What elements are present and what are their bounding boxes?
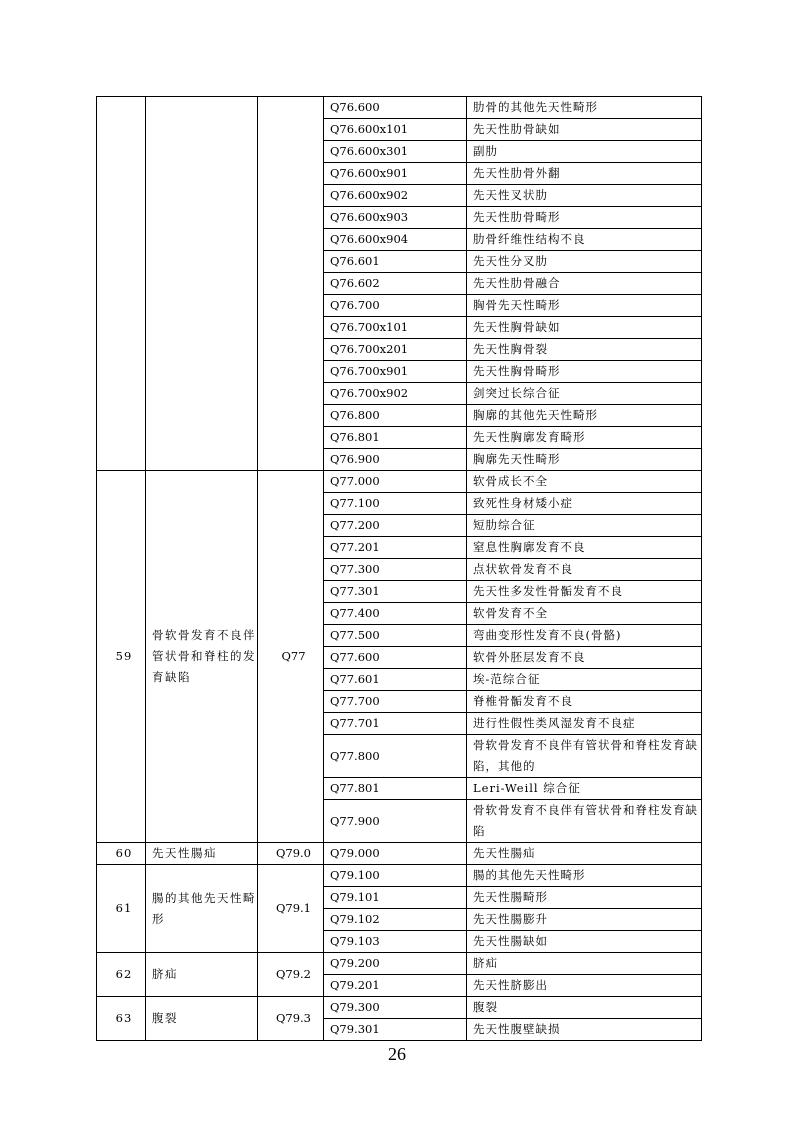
diagnosis-description: 脊椎骨骺发育不良 [467, 691, 702, 713]
diagnosis-code: Q76.600x902 [324, 185, 467, 207]
diagnosis-code: Q79.300 [324, 997, 467, 1019]
diagnosis-description: 先天性肋骨缺如 [467, 119, 702, 141]
diagnosis-code: Q76.700x902 [324, 383, 467, 405]
table-row [97, 865, 702, 887]
diagnosis-description: 腹裂 [467, 997, 702, 1019]
diagnosis-code: Q77.500 [324, 625, 467, 647]
diagnosis-code: Q77.600 [324, 647, 467, 669]
table-row [97, 471, 702, 493]
diagnosis-description: 先天性分叉肋 [467, 251, 702, 273]
diagnosis-code: Q76.600x901 [324, 163, 467, 185]
diagnosis-code: Q77.200 [324, 515, 467, 537]
diagnosis-code: Q77.000 [324, 471, 467, 493]
diagnosis-description: 致死性身材矮小症 [467, 493, 702, 515]
diagnosis-description: 胸骨先天性畸形 [467, 295, 702, 317]
disease-name [146, 97, 258, 471]
group-number: 62 [97, 953, 146, 997]
diagnosis-description: 副肋 [467, 141, 702, 163]
table-row [97, 843, 702, 865]
diagnosis-description: Leri-Weill 综合征 [467, 778, 702, 800]
group-number: 60 [97, 843, 146, 865]
diagnosis-description: 腸的其他先天性畸形 [467, 865, 702, 887]
diagnosis-description: 先天性胸骨缺如 [467, 317, 702, 339]
group-number: 59 [97, 471, 146, 843]
group-number [97, 97, 146, 471]
table-row [97, 997, 702, 1019]
diagnosis-description: 先天性腸疝 [467, 843, 702, 865]
diagnosis-code: Q79.200 [324, 953, 467, 975]
category-code: Q79.1 [258, 865, 324, 953]
diagnosis-code: Q79.100 [324, 865, 467, 887]
diagnosis-code: Q77.400 [324, 603, 467, 625]
diagnosis-code: Q76.700x101 [324, 317, 467, 339]
diagnosis-description: 先天性脐膨出 [467, 975, 702, 997]
diagnosis-code: Q79.103 [324, 931, 467, 953]
diagnosis-code: Q76.602 [324, 273, 467, 295]
diagnosis-description: 软骨成长不全 [467, 471, 702, 493]
diagnosis-description: 先天性腸膨升 [467, 909, 702, 931]
diagnosis-code: Q76.601 [324, 251, 467, 273]
diagnosis-code: Q79.301 [324, 1019, 467, 1041]
diagnosis-description: 短肋综合征 [467, 515, 702, 537]
diagnosis-description: 先天性肋骨融合 [467, 273, 702, 295]
diagnosis-code: Q76.600x904 [324, 229, 467, 251]
diagnosis-description: 先天性腸缺如 [467, 931, 702, 953]
diagnosis-description: 窒息性胸廓发育不良 [467, 537, 702, 559]
diagnosis-code: Q77.601 [324, 669, 467, 691]
diagnosis-description: 先天性肋骨外翻 [467, 163, 702, 185]
diagnosis-code-table [96, 96, 702, 1041]
diagnosis-code: Q76.600 [324, 97, 467, 119]
diagnosis-code: Q76.900 [324, 449, 467, 471]
diagnosis-description: 脐疝 [467, 953, 702, 975]
diagnosis-description: 弯曲变形性发育不良(骨骼) [467, 625, 702, 647]
diagnosis-description: 先天性多发性骨骺发育不良 [467, 581, 702, 603]
group-number: 63 [97, 997, 146, 1041]
category-code: Q77 [258, 471, 324, 843]
diagnosis-code: Q79.201 [324, 975, 467, 997]
category-code [258, 97, 324, 471]
table-row [97, 953, 702, 975]
diagnosis-description: 点状软骨发育不良 [467, 559, 702, 581]
diagnosis-description: 胸廓的其他先天性畸形 [467, 405, 702, 427]
diagnosis-description: 肋骨的其他先天性畸形 [467, 97, 702, 119]
category-code: Q79.2 [258, 953, 324, 997]
disease-name: 腹裂 [146, 997, 258, 1041]
diagnosis-description: 肋骨纤维性结构不良 [467, 229, 702, 251]
group-number: 61 [97, 865, 146, 953]
diagnosis-code: Q77.300 [324, 559, 467, 581]
diagnosis-description: 进行性假性类风湿发育不良症 [467, 713, 702, 735]
diagnosis-code: Q77.201 [324, 537, 467, 559]
diagnosis-description: 软骨外胚层发育不良 [467, 647, 702, 669]
diagnosis-description: 骨软骨发育不良伴有管状骨和脊柱发育缺陷，其他的 [467, 735, 702, 778]
diagnosis-code: Q76.600x903 [324, 207, 467, 229]
category-code: Q79.0 [258, 843, 324, 865]
diagnosis-description: 先天性腹壁缺损 [467, 1019, 702, 1041]
diagnosis-code: Q76.800 [324, 405, 467, 427]
diagnosis-description: 先天性腸畸形 [467, 887, 702, 909]
diagnosis-description: 先天性胸骨裂 [467, 339, 702, 361]
diagnosis-code: Q76.700 [324, 295, 467, 317]
diagnosis-code: Q77.301 [324, 581, 467, 603]
diagnosis-description: 先天性肋骨畸形 [467, 207, 702, 229]
table-row [97, 97, 702, 119]
diagnosis-code: Q77.800 [324, 735, 467, 778]
disease-name: 骨软骨发育不良伴管状骨和脊柱的发育缺陷 [146, 471, 258, 843]
diagnosis-description: 软骨发育不全 [467, 603, 702, 625]
diagnosis-code: Q76.700x901 [324, 361, 467, 383]
disease-name: 脐疝 [146, 953, 258, 997]
diagnosis-code: Q79.000 [324, 843, 467, 865]
diagnosis-description: 胸廓先天性畸形 [467, 449, 702, 471]
diagnosis-code: Q76.600x301 [324, 141, 467, 163]
diagnosis-description: 先天性胸廓发育畸形 [467, 427, 702, 449]
diagnosis-code: Q76.600x101 [324, 119, 467, 141]
disease-name: 腸的其他先天性畸形 [146, 865, 258, 953]
diagnosis-code: Q79.101 [324, 887, 467, 909]
diagnosis-description: 先天性叉状肋 [467, 185, 702, 207]
diagnosis-code: Q77.900 [324, 800, 467, 843]
diagnosis-code: Q77.801 [324, 778, 467, 800]
diagnosis-description: 埃-范综合征 [467, 669, 702, 691]
diagnosis-description: 剑突过长综合征 [467, 383, 702, 405]
disease-name: 先天性腸疝 [146, 843, 258, 865]
diagnosis-code: Q76.700x201 [324, 339, 467, 361]
diagnosis-description: 骨软骨发育不良伴有管状骨和脊柱发育缺陷 [467, 800, 702, 843]
category-code: Q79.3 [258, 997, 324, 1041]
diagnosis-code: Q76.801 [324, 427, 467, 449]
diagnosis-code: Q79.102 [324, 909, 467, 931]
diagnosis-code: Q77.701 [324, 713, 467, 735]
table-body [97, 97, 702, 1041]
page-number: 26 [388, 1044, 406, 1064]
diagnosis-code: Q77.100 [324, 493, 467, 515]
diagnosis-description: 先天性胸骨畸形 [467, 361, 702, 383]
diagnosis-code: Q77.700 [324, 691, 467, 713]
